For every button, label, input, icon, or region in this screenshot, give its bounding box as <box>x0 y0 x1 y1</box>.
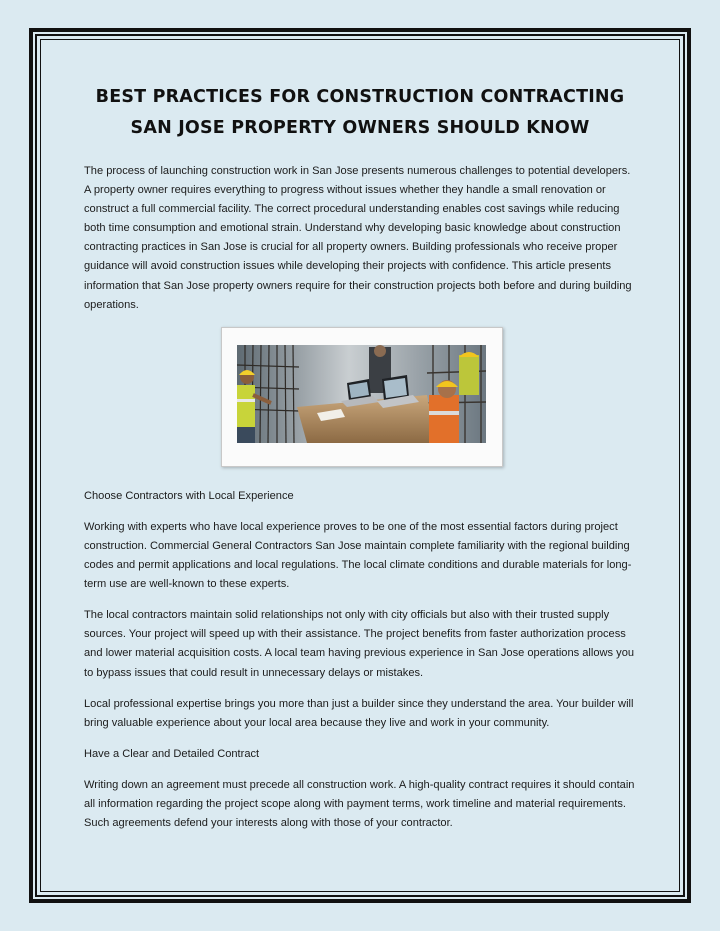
section1-paragraph-2: The local contractors maintain solid relationships not only with city officials but also with their trusted supply sources. Your project will speed up with their assistance. The project benefits from faster authorization process and lower material acquisition costs. A local team having previous experience in San Jose operations allows you to bypass issues that could result in unnecessary delays or mistakes. <box>84 609 635 679</box>
section-heading-contract: Have a Clear and Detailed Contract <box>84 747 260 760</box>
construction-photo-illustration <box>237 345 486 443</box>
section-heading-local-experience: Choose Contractors with Local Experience <box>84 489 294 502</box>
construction-photo <box>221 327 503 467</box>
document-title <box>84 82 636 144</box>
document-content <box>84 82 636 845</box>
section1-paragraph-3: Local professional expertise brings you more than just a builder since they understand the area. Your builder will bring valuable experience about your local area because they live and work in your community. <box>84 697 634 729</box>
section2-paragraph-1: Writing down an agreement must precede all construction work. A high-quality contract requires it should contain all information regarding the project scope along with payment terms, work timeline and material requirements. Such agreements defend your interests along with those of your contractor. <box>84 778 635 830</box>
intro-paragraph: The process of launching construction work in San Jose presents numerous challenges to potential developers. A property owner requires everything to progress without issues whether they handle a small renovation or construct a full commercial facility. The correct procedural understanding enables cost savings while reducing both time consumption and emotional strain. Understand why developing basic knowledge about construction contracting practices in San Jose is crucial for all property owners. Building professionals who receive proper guidance will avoid construction issues while developing their projects with confidence. This article presents information that San Jose property owners require for their construction projects both before and during building operations. <box>84 165 632 311</box>
section1-paragraph-1: Working with experts who have local experience proves to be one of the most essential factors during project construction. Commercial General Contractors San Jose maintain complete familiarity with the regional building codes and permit applications and local regulations. The local climate conditions and durable materials for long-term use are well-known to these experts. <box>84 520 632 591</box>
title-line-1: BEST PRACTICES FOR CONSTRUCTION CONTRACTING <box>95 87 625 107</box>
title-line-2: SAN JOSE PROPERTY OWNERS SHOULD KNOW <box>130 118 590 138</box>
